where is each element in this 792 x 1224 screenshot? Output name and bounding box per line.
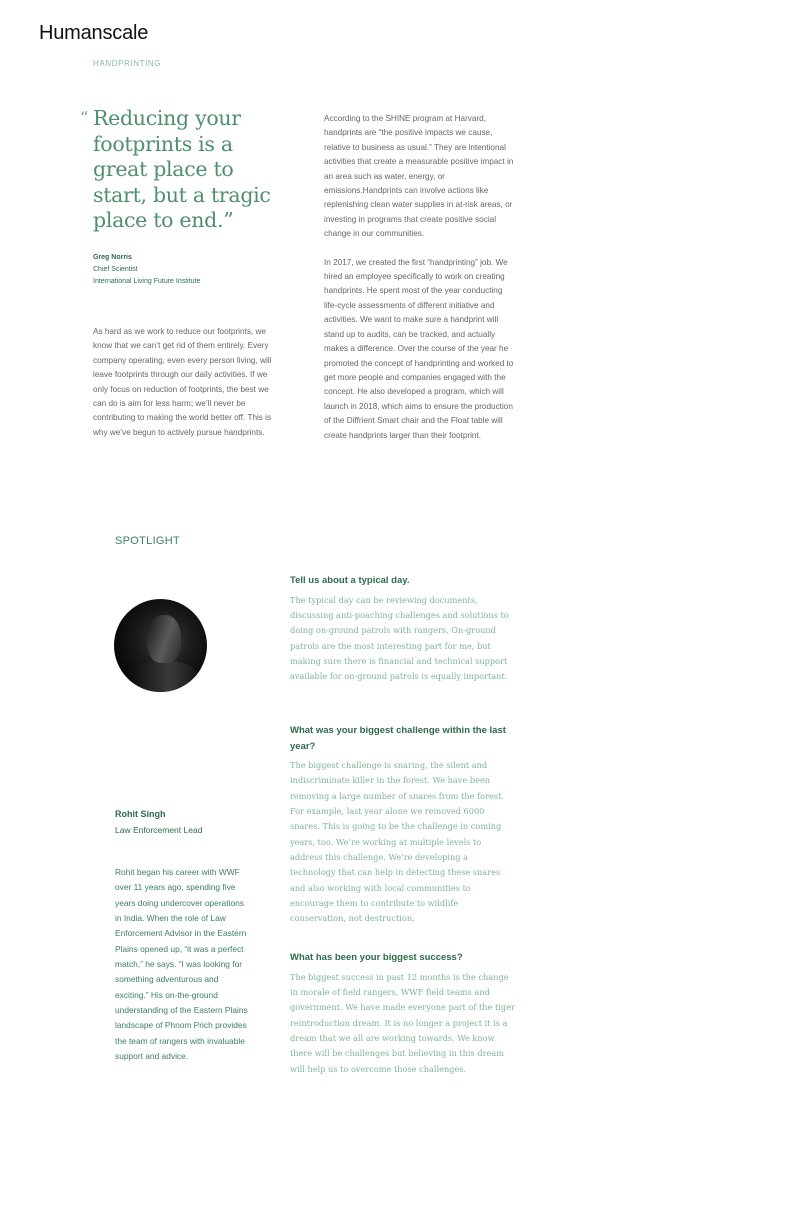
quote-line: start, but a tragic <box>93 182 271 207</box>
avatar-face <box>147 615 181 663</box>
quote-line: footprints is a <box>93 131 233 156</box>
spotlight-name: Rohit Singh <box>115 809 166 819</box>
qa-answer: The biggest success in past 12 months is the change in morale of field rangers, WWF field teams and government. We have made everyone part of the tiger reintroduction dream. It is no longer a project it is a dream that we all are working towards. We know there will be challenges but believing in this dream will help us to overcome those challenges. <box>290 971 515 1074</box>
left-column-text: As hard as we work to reduce our footprints, we know that we can’t get rid of them entirely. Every company operating, even every person living, will leave footprints through our daily activities. If we only focus on reduction of footprints, the best we can do is aim for less harm; we’ll never be contributing to making the world better off. This is why we’ve begun to actively pursue handprints. <box>93 327 272 437</box>
spotlight-role: Law Enforcement Lead <box>115 825 203 835</box>
pull-quote <box>80 106 280 234</box>
avatar-shoulders <box>128 661 198 692</box>
quote-line: great place to <box>93 157 234 181</box>
right-column-paragraph: According to the SHINE program at Harvard, handprints are “the positive impacts we cause, relative to business as usual.” They are intentional activities that create a measurable positive impact in an area such as water, energy, or emissions.Handprints can involve actions like replenishing clean water supplies in at-risk areas, or investing in programs that create positive social change in our communities. <box>324 114 514 239</box>
brand-logo: Humanscale <box>39 22 149 44</box>
right-column-paragraph: In 2017, we created the first “handprinting” job. We hired an employee specifically to work on creating handprints. He spent most of the year conducting life-cycle assessments of different initiative and activities. We want to make sure a handprint will stand up to audits, can be tracked, and actually makes a difference. Over the course of the year he promoted the concept of handprinting and worked to get more people and companies engaged with the concept. He also developed a program, which will launch in 2018, which aims to ensure the production of the Diffrient Smart chair and the Float table will create handprints larger than their footprint. <box>324 257 514 440</box>
qa-answer: The typical day can be reviewing documents, discussing anti-poaching challenges and solutions to doing on-ground patrols with rangers. On-ground patrols are the most interesting part for me, but making sure there is financial and technical support available for on-ground patrols is equally important. <box>290 594 509 682</box>
qa-question: What has been your biggest success? <box>290 952 463 963</box>
quote-attribution <box>93 252 200 288</box>
right-column <box>324 112 516 457</box>
attribution-name: Greg Norris <box>93 254 132 261</box>
spotlight-bio: Rohit began his career with WWF over 11 years ago, spending five years doing undercover operations in India. When the role of Law Enforcement Advisor in the Eastern Plains opened up, “it was a perfect match,” he says. “I was looking for something adventurous and exciting.” His on-the-ground understanding of the Eastern Plains landscape of Phnom Prich provides the team of rangers with invaluable support and advice. <box>115 867 248 1062</box>
section-label: HANDPRINTING <box>93 59 162 68</box>
quote-open-mark: “ <box>80 108 89 127</box>
avatar <box>114 599 207 692</box>
attribution-org: International Living Future Institute <box>93 278 201 285</box>
qa-block <box>290 950 515 1077</box>
qa-answer: The biggest challenge is snaring, the silent and indiscriminate killer in the forest. We have been removing a large number of snares from the forest. For example, last year alone we removed 6000 snares. This is going to be the challenge in coming years, too. We’re working at multiple levels to address this challenge. We’re developing a technology that can help in detecting these snares and also working with local communities to encourage them to contribute to wildlife conservation, not destruction. <box>290 760 504 924</box>
spotlight-label: SPOTLIGHT <box>115 535 181 547</box>
qa-question: What was your biggest challenge within the last year? <box>290 725 506 752</box>
quote-line: place to end.” <box>93 208 234 232</box>
quote-line: Reducing your <box>93 106 241 130</box>
qa-block <box>290 573 515 685</box>
qa-question: Tell us about a typical day. <box>290 575 410 586</box>
qa-block <box>290 723 515 927</box>
attribution-title: Chief Scientist <box>93 266 138 273</box>
